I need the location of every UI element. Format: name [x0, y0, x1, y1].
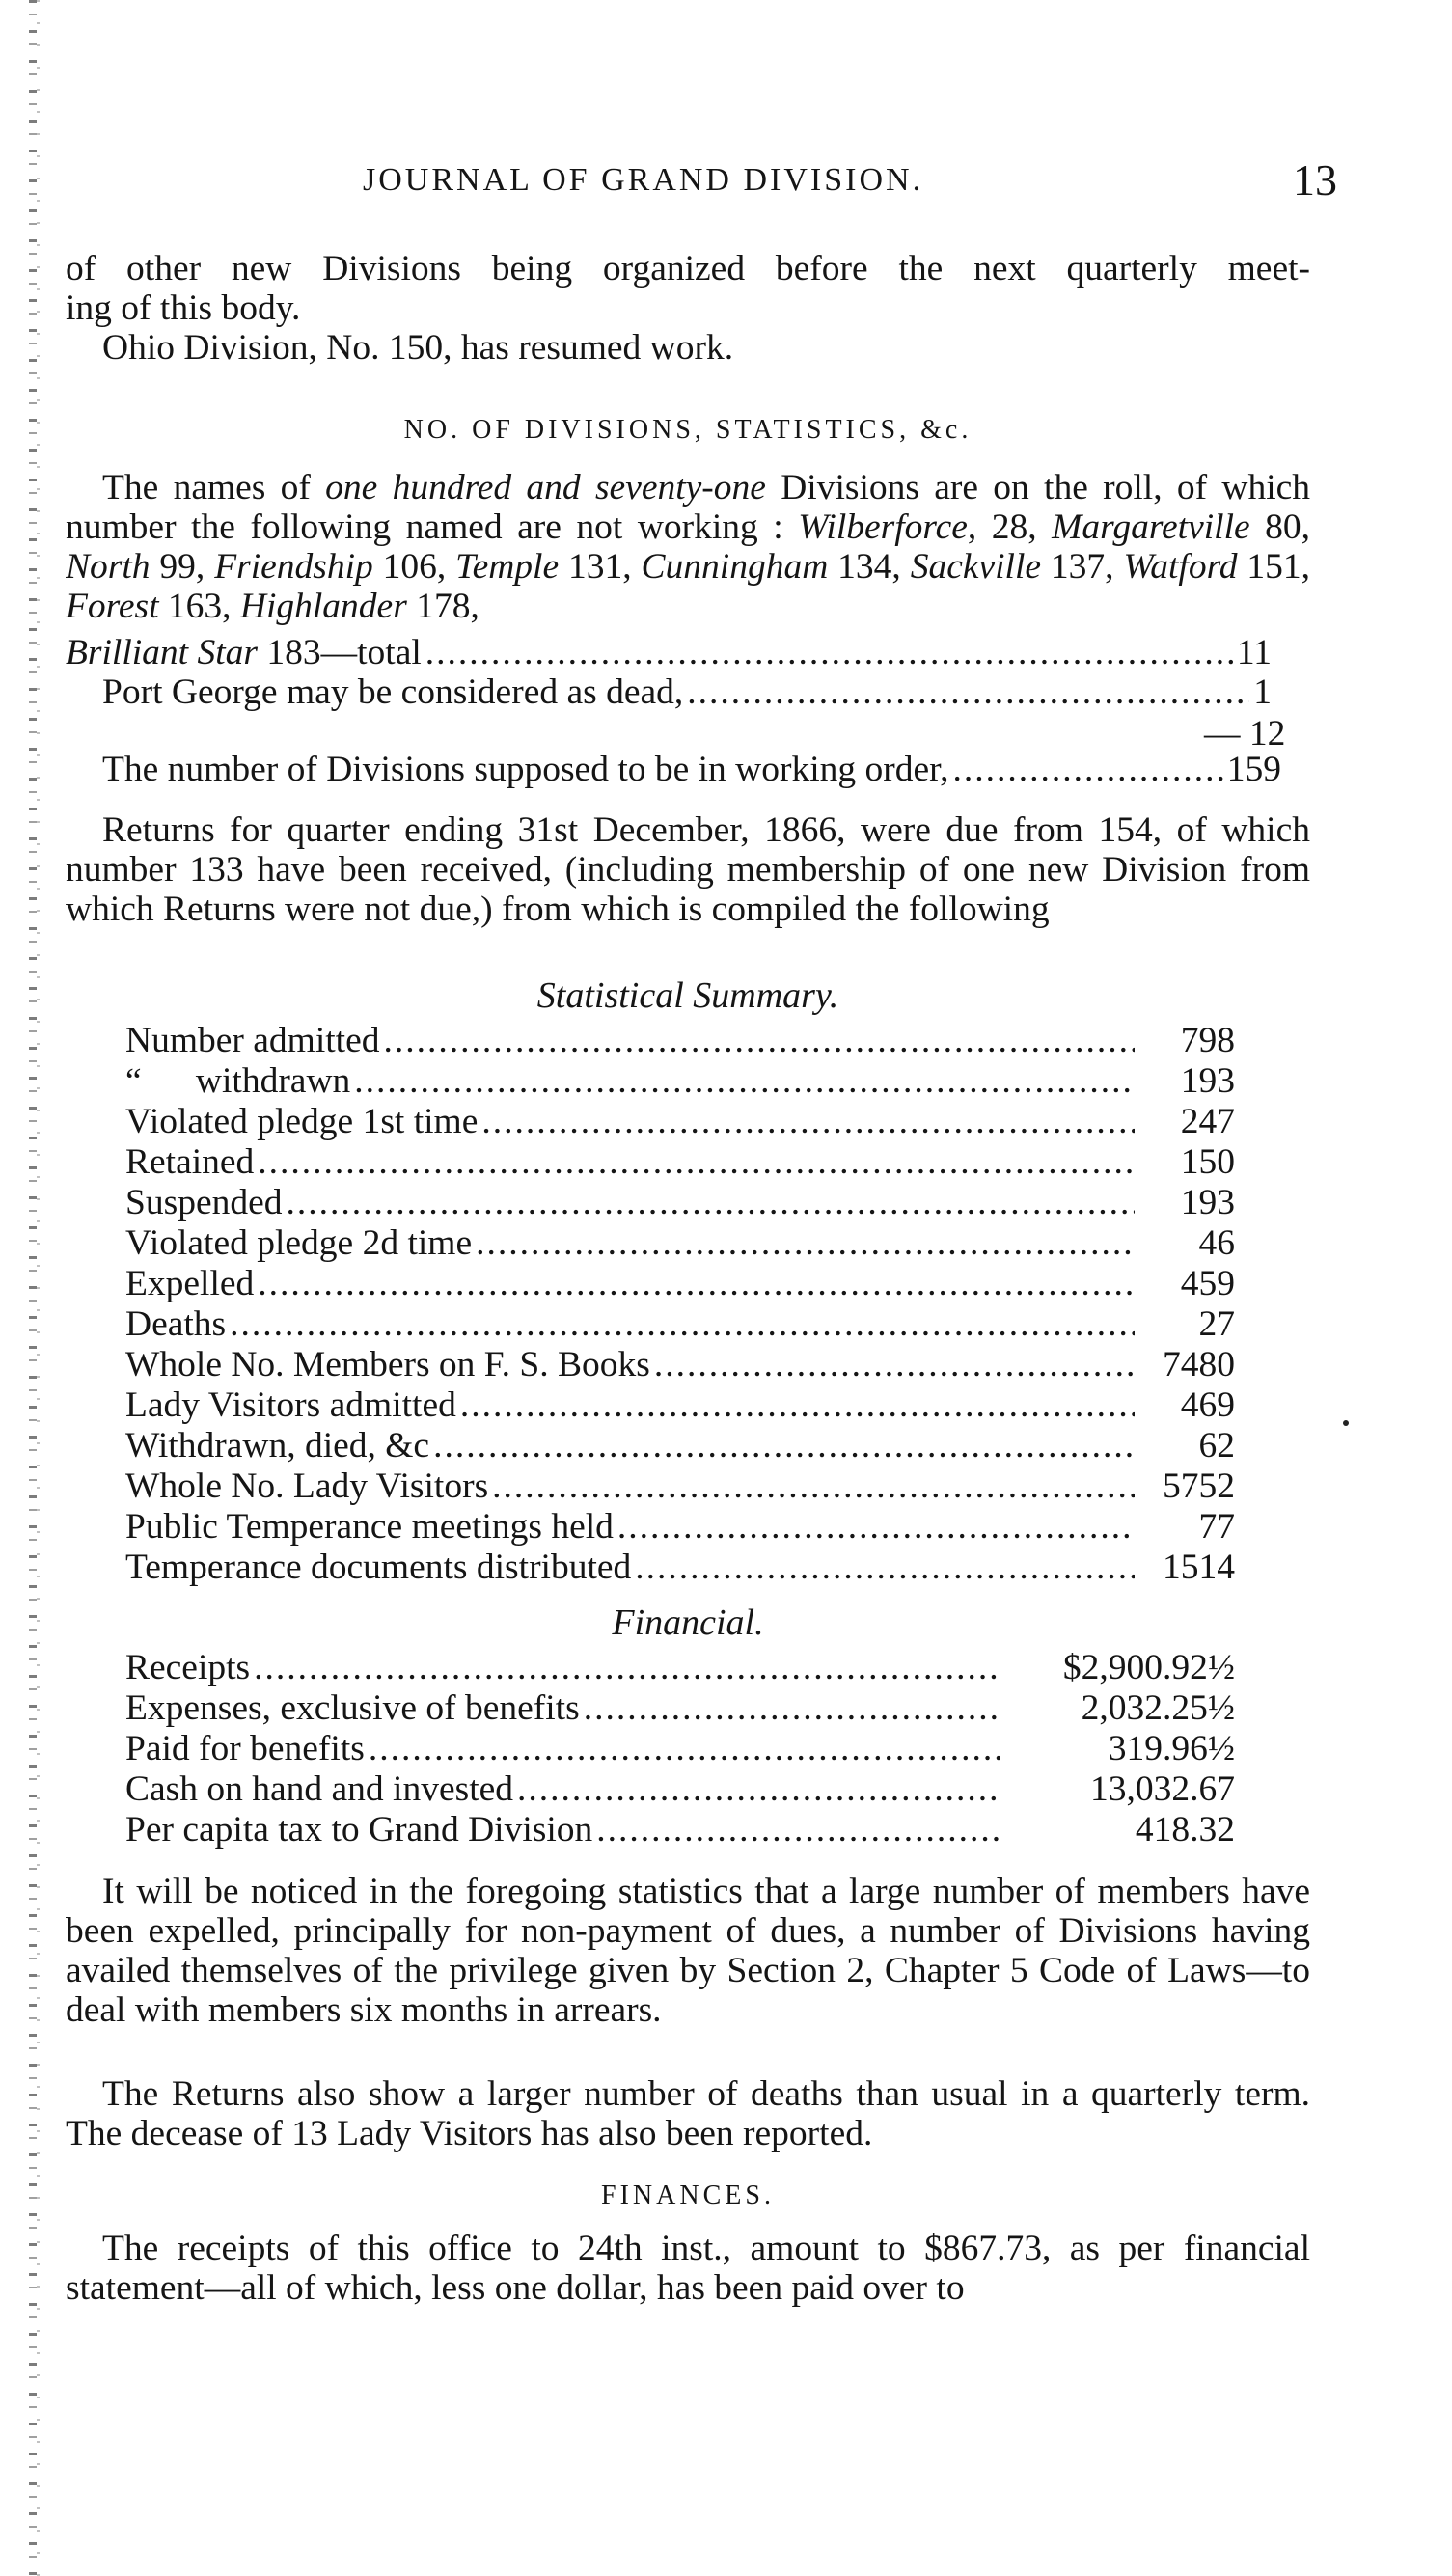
page-header [363, 154, 1337, 212]
paragraph-text: The Returns also show a larger number of deaths than usual in a quarterly term. The decease of 13 Lady Visitors has also been reported. [66, 2074, 1310, 2153]
paragraph-returns [66, 810, 1310, 929]
page-number: 13 [1293, 155, 1337, 205]
binding-edge-marks [37, 0, 40, 2576]
section-heading: NO. OF DIVISIONS, STATISTICS, &c. [403, 415, 973, 445]
statistic-row: “ withdrawn ..... 193 [125, 1061, 1235, 1101]
financial-row: Per capita tax to Grand Division ..... 418.32 [125, 1810, 1235, 1850]
text-line: Ohio Division, No. 150, has resumed work. [102, 328, 734, 368]
dotted-line-total: Brilliant Star 183—total ..... 11 [66, 633, 1272, 672]
paragraph-text: The names of one hundred and seventy-one Divisions are on the roll, of which number the following named are not working : Wilberforce, 28, Margaretville 80, North 99, Friendship 106, Temple 131, Cunningham 134, Sackville 137, Watford 151, Forest 163, Highlander 178, [66, 468, 1310, 626]
paragraph-text: It will be noticed in the foregoing statistics that a large number of members have been expelled, principally for non-payment of dues, a number of Divisions having availed themselves of the privilege given by Section 2, Chapter 5 Code of Laws—to deal with members six months in arrears. [66, 1872, 1310, 2030]
financial-row: Receipts ..... $2,900.92½ [125, 1648, 1235, 1687]
statistic-row: Lady Visitors admitted ..... 469 [125, 1385, 1235, 1425]
statistic-row: Public Temperance meetings held ..... 77 [125, 1507, 1235, 1547]
paragraph-deaths-note [66, 2074, 1310, 2153]
statistic-row: Whole No. Members on F. S. Books ..... 7480 [125, 1345, 1235, 1384]
financial-row: Expenses, exclusive of benefits ..... 2,032.25½ [125, 1688, 1235, 1728]
statistic-row: Temperance documents distributed ..... 1514 [125, 1548, 1235, 1587]
statistic-row: Expelled ..... 459 [125, 1264, 1235, 1303]
paragraph-text: Returns for quarter ending 31st December, 1866, were due from 154, of which number 133 have been received, (including membership of one new Division from which Returns were not due,) from which is compiled the following [66, 810, 1310, 929]
financial-row: Cash on hand and invested ..... 13,032.67 [125, 1769, 1235, 1809]
statistic-row: Deaths ..... 27 [125, 1304, 1235, 1344]
text-line: ing of this body. [66, 288, 301, 328]
text-line: of other new Divisions being organized before the next quarterly meet- [66, 249, 1310, 288]
running-head: JOURNAL OF GRAND DIVISION. [363, 162, 924, 198]
statistic-row: Retained ..... 150 [125, 1142, 1235, 1182]
paragraph-text: The receipts of this office to 24th inst., amount to $867.73, as per financial statement—all of which, less one dollar, has been paid over to [66, 2229, 1310, 2308]
statistic-row: Whole No. Lady Visitors ..... 5752 [125, 1466, 1235, 1506]
statistic-row: Withdrawn, died, &c ..... 62 [125, 1426, 1235, 1466]
ink-speck [1343, 1420, 1349, 1426]
paragraph-continuation [66, 249, 1310, 368]
dotted-line-port-george: Port George may be considered as dead, ..... 1 [102, 672, 1272, 712]
total-sum: — 12 [1204, 714, 1286, 754]
finances-heading: FINANCES. [601, 2180, 775, 2210]
dotted-line-working-order: The number of Divisions supposed to be in working order, ..... 159 [102, 750, 1281, 789]
financial-row: Paid for benefits ..... 319.96½ [125, 1729, 1235, 1768]
binding-edge [29, 0, 37, 2576]
statistical-summary-heading: Statistical Summary. [536, 975, 839, 1016]
financial-heading: Financial. [612, 1603, 764, 1643]
statistic-row: Violated pledge 2d time ..... 46 [125, 1223, 1235, 1263]
paragraph-expelled-note [66, 1872, 1310, 2030]
statistic-row: Number admitted ..... 798 [125, 1021, 1235, 1060]
statistic-row: Suspended ..... 193 [125, 1183, 1235, 1222]
paragraph-finances [66, 2229, 1310, 2308]
statistic-row: Violated pledge 1st time ..... 247 [125, 1102, 1235, 1141]
